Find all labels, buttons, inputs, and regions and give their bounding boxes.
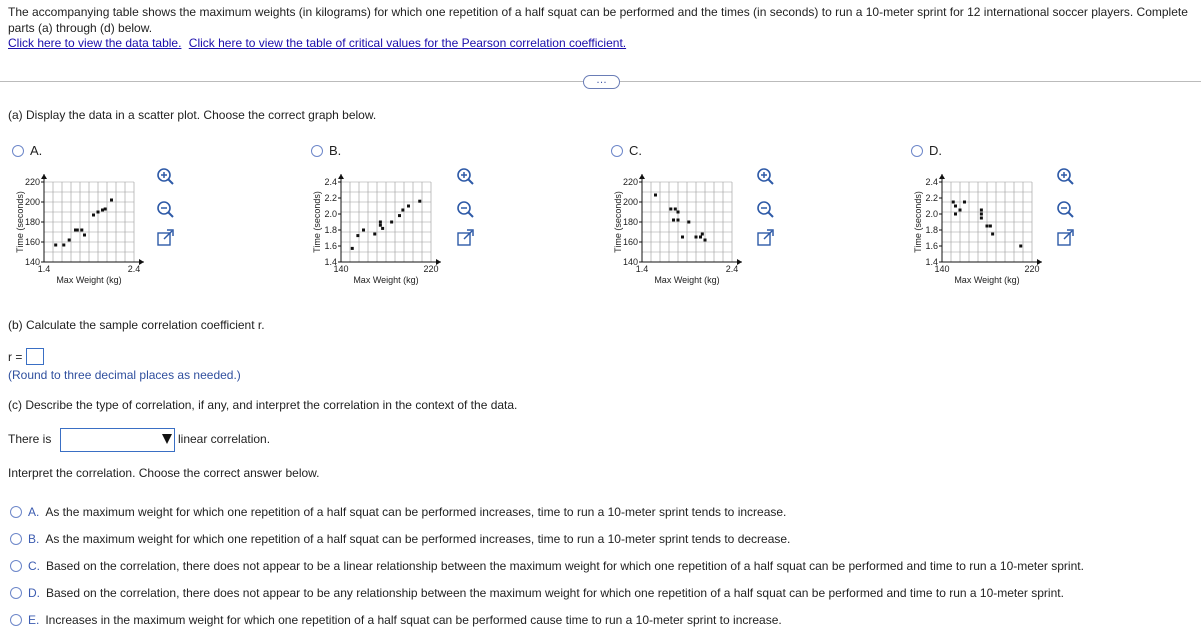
y-tick-label: 1.6 — [324, 241, 337, 251]
correlation-type-select[interactable] — [60, 428, 175, 452]
data-point — [980, 209, 983, 212]
pop-out-icon[interactable] — [458, 230, 473, 245]
x-tick-label: 1.4 — [635, 264, 649, 274]
graph-tools — [1055, 167, 1077, 249]
data-point — [83, 234, 86, 237]
data-point — [373, 233, 376, 236]
y-tick-label: 2.4 — [324, 177, 337, 187]
data-point — [92, 214, 95, 217]
answer-a[interactable] — [10, 505, 786, 519]
data-point — [695, 236, 698, 239]
intro-text: The accompanying table shows the maximum weights (in kilograms) for which one repetition of a half squat can be performed and the times (in seconds) to run a 10-meter sprint for 12 international soccer players. Complete parts (a) through (d) below. — [8, 5, 1188, 35]
data-point — [97, 211, 100, 214]
x-axis-label: Max Weight (kg) — [954, 275, 1020, 285]
answer-c[interactable] — [10, 559, 1084, 573]
y-tick-label: 220 — [24, 177, 40, 187]
answer-e-text: Increases in the maximum weight for which one repetition of a half squat can be performed cause time to run a 10-meter sprint to increase. — [45, 613, 782, 627]
option-d-label: D. — [929, 143, 942, 158]
y-tick-label: 1.8 — [925, 225, 938, 235]
y-tick-label: 160 — [24, 237, 40, 247]
y-tick-label: 1.6 — [925, 241, 938, 251]
answer-a-letter: A. — [28, 505, 40, 519]
radio-b[interactable] — [311, 145, 323, 157]
radio-answer-e[interactable] — [10, 614, 22, 626]
data-point — [959, 209, 962, 212]
data-point — [379, 224, 382, 227]
y-axis-label: Time (seconds) — [913, 191, 923, 253]
answer-e-letter: E. — [28, 613, 40, 627]
data-point — [674, 208, 677, 211]
x-tick-label: 140 — [333, 264, 349, 274]
data-point — [669, 208, 672, 211]
scatter-plot-c — [612, 164, 752, 296]
pop-out-icon[interactable] — [1058, 230, 1073, 245]
y-arrow-icon — [338, 174, 344, 179]
graph-tools — [455, 167, 477, 249]
y-tick-label: 180 — [622, 217, 638, 227]
data-point — [963, 201, 966, 204]
answer-d-text: Based on the correlation, there does not appear to be any relationship between the maximum weight for which one repetition of a half squat can be performed and time to run a 10-meter sprint. — [46, 586, 1064, 600]
data-point — [362, 229, 365, 232]
data-point — [101, 209, 104, 212]
linear-correlation-label: linear correlation. — [178, 432, 271, 446]
y-tick-label: 160 — [622, 237, 638, 247]
data-point — [986, 225, 989, 228]
x-tick-label: 140 — [934, 264, 950, 274]
radio-answer-a[interactable] — [10, 506, 22, 518]
grid-lines — [341, 182, 431, 262]
y-tick-label: 220 — [622, 177, 638, 187]
radio-a[interactable] — [12, 145, 24, 157]
data-point — [954, 205, 957, 208]
data-point — [672, 219, 675, 222]
tools-d — [1055, 167, 1077, 252]
answer-e[interactable] — [10, 613, 782, 627]
data-point — [110, 199, 113, 202]
radio-answer-c[interactable] — [10, 560, 22, 572]
y-tick-label: 2.2 — [324, 193, 337, 203]
data-point — [401, 209, 404, 212]
there-is-label: There is — [8, 432, 52, 446]
data-point — [54, 244, 57, 247]
scatter-plot-b — [311, 164, 451, 296]
y-axis-label: Time (seconds) — [613, 191, 623, 253]
graph-tools — [755, 167, 777, 249]
scatter-plot-a — [14, 164, 154, 296]
data-point — [701, 233, 704, 236]
part-b-prompt: (b) Calculate the sample correlation coefficient r. — [8, 318, 265, 332]
data-point — [952, 201, 955, 204]
answer-b-text: As the maximum weight for which one repetition of a half squat can be performed increases, time to run a 10-meter sprint tends to decrease. — [45, 532, 791, 546]
interpret-prompt: Interpret the correlation. Choose the correct answer below. — [8, 466, 320, 480]
option-b-label: B. — [329, 143, 342, 158]
y-tick-label: 2.4 — [925, 177, 938, 187]
data-point — [991, 233, 994, 236]
option-d[interactable] — [911, 143, 942, 158]
radio-answer-b[interactable] — [10, 533, 22, 545]
answer-c-text: Based on the correlation, there does not appear to be a linear relationship between the maximum weight for which one repetition of a half squat can be performed and time to run a 10-meter sprint. — [46, 559, 1084, 573]
option-a-label: A. — [30, 143, 43, 158]
y-arrow-icon — [41, 174, 47, 179]
tools-c — [755, 167, 777, 252]
data-point — [704, 239, 707, 242]
y-tick-label: 140 — [24, 257, 40, 267]
part-a-prompt: (a) Display the data in a scatter plot. Choose the correct graph below. — [8, 108, 377, 122]
data-point — [68, 239, 71, 242]
y-tick-label: 180 — [24, 217, 40, 227]
data-point — [699, 236, 702, 239]
data-point — [980, 213, 983, 216]
round-note: (Round to three decimal places as needed.) — [8, 368, 241, 382]
data-point — [989, 225, 992, 228]
grid-lines — [942, 182, 1032, 262]
y-tick-label: 2.2 — [925, 193, 938, 203]
data-point — [76, 229, 79, 232]
dropdown-arrow-icon — [162, 434, 172, 444]
r-label: r = — [8, 350, 23, 364]
data-point — [980, 217, 983, 220]
x-axis-label: Max Weight (kg) — [353, 275, 419, 285]
data-point — [954, 213, 957, 216]
data-point — [104, 208, 107, 211]
pop-out-icon[interactable] — [758, 230, 773, 245]
x-axis-label: Max Weight (kg) — [654, 275, 720, 285]
critical-values-link[interactable]: Click here to view the table of critical values for the Pearson correlation coefficient. — [188, 36, 627, 50]
option-a[interactable] — [12, 143, 42, 158]
y-axis-label: Time (seconds) — [15, 191, 25, 253]
zoom-out-icon[interactable] — [1058, 202, 1073, 217]
data-point — [62, 244, 65, 247]
answer-c-letter: C. — [28, 559, 40, 573]
data-table-link[interactable]: Click here to view the data table. — [8, 36, 182, 50]
radio-c[interactable] — [611, 145, 623, 157]
option-b[interactable] — [311, 143, 341, 158]
y-tick-label: 1.4 — [925, 257, 938, 267]
zoom-in-icon[interactable] — [1058, 169, 1073, 184]
data-point — [677, 211, 680, 214]
y-tick-label: 2.0 — [324, 209, 337, 219]
y-arrow-icon — [939, 174, 945, 179]
answer-d-letter: D. — [28, 586, 40, 600]
y-tick-label: 200 — [24, 197, 40, 207]
grid-lines — [44, 182, 134, 262]
zoom-out-icon[interactable] — [158, 202, 173, 217]
data-point — [407, 205, 410, 208]
data-point — [681, 236, 684, 239]
zoom-in-icon[interactable] — [758, 169, 773, 184]
data-point — [654, 194, 657, 197]
data-point — [398, 214, 401, 217]
x-tick-label: 2.4 — [127, 264, 141, 274]
data-point — [390, 221, 393, 224]
tools-a — [155, 167, 177, 252]
data-point — [1019, 245, 1022, 248]
intro-links — [8, 36, 630, 50]
x-tick-label: 1.4 — [37, 264, 51, 274]
radio-answer-d[interactable] — [10, 587, 22, 599]
x-tick-label: 220 — [1024, 264, 1040, 274]
answer-b[interactable] — [10, 532, 790, 546]
y-tick-label: 2.0 — [925, 209, 938, 219]
data-point — [687, 221, 690, 224]
answer-b-letter: B. — [28, 532, 40, 546]
x-tick-label: 2.4 — [725, 264, 739, 274]
r-row — [8, 348, 44, 365]
tools-b — [455, 167, 477, 252]
zoom-in-icon[interactable] — [458, 169, 473, 184]
y-tick-label: 200 — [622, 197, 638, 207]
data-point — [381, 227, 384, 230]
part-c-prompt: (c) Describe the type of correlation, if any, and interpret the correlation in the context of the data. — [8, 398, 518, 412]
x-tick-label: 220 — [423, 264, 439, 274]
graph-tools — [155, 167, 177, 249]
data-point — [379, 221, 382, 224]
radio-d[interactable] — [911, 145, 923, 157]
option-c-label: C. — [629, 143, 642, 158]
x-axis-label: Max Weight (kg) — [56, 275, 122, 285]
data-point — [351, 247, 354, 250]
more-button[interactable]: … — [583, 75, 620, 89]
zoom-out-icon[interactable] — [458, 202, 473, 217]
r-input[interactable] — [26, 348, 44, 365]
y-tick-label: 1.4 — [324, 257, 337, 267]
data-point — [356, 234, 359, 237]
data-point — [418, 200, 421, 203]
answer-a-text: As the maximum weight for which one repetition of a half squat can be performed increases, time to run a 10-meter sprint tends to increase. — [45, 505, 787, 519]
zoom-in-icon[interactable] — [158, 169, 173, 184]
data-point — [677, 219, 680, 222]
option-c[interactable] — [611, 143, 642, 158]
zoom-out-icon[interactable] — [758, 202, 773, 217]
y-arrow-icon — [639, 174, 645, 179]
y-tick-label: 1.8 — [324, 225, 337, 235]
data-point — [80, 229, 83, 232]
answer-d[interactable] — [10, 586, 1064, 600]
scatter-plot-d — [912, 164, 1052, 296]
y-tick-label: 140 — [622, 257, 638, 267]
pop-out-icon[interactable] — [158, 230, 173, 245]
y-axis-label: Time (seconds) — [312, 191, 322, 253]
